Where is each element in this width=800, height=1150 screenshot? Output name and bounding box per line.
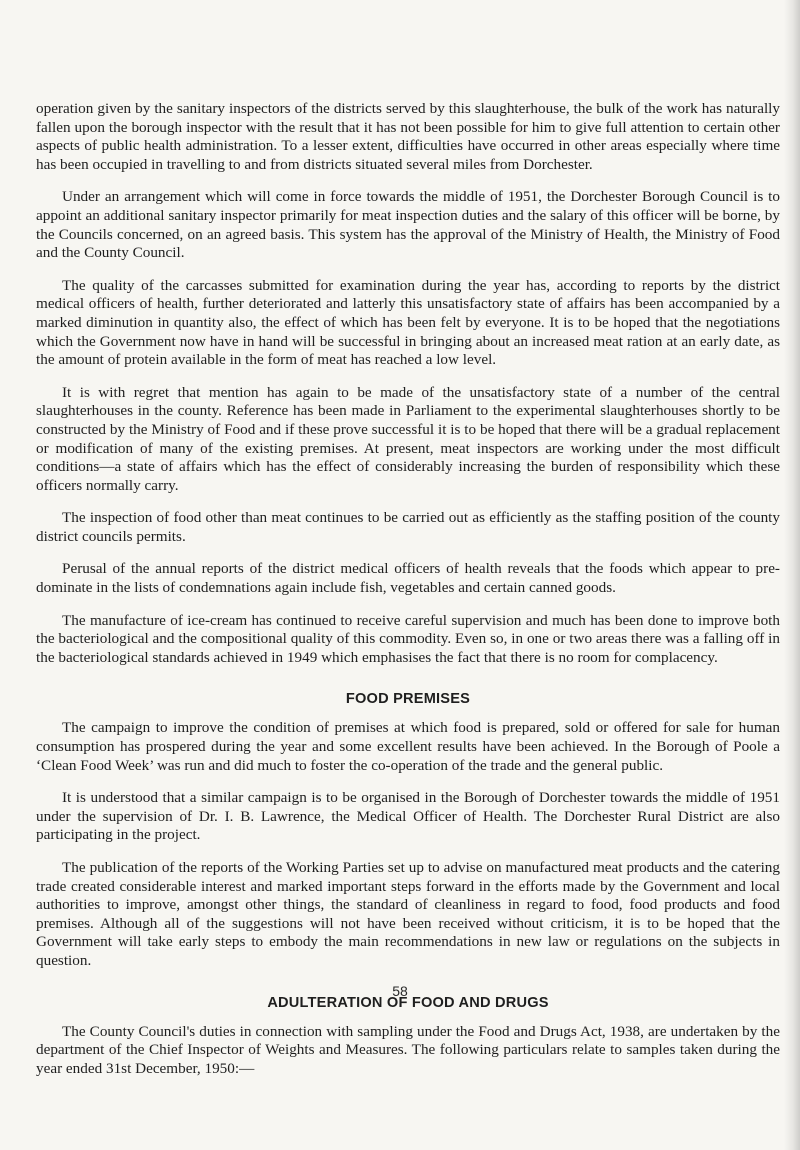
paragraph-slaughterhouse-continuation: operation given by the sanitary inspectors of the districts served by this slaughterhouse, the bulk of the work has naturally fallen upon the borough inspector with the result that it has not been possible for him to give full attention to certain other aspects of public health administration. To a lesser extent, difficulties have occurred in other areas especially where time has been occupied in travelling to and from districts situated several miles from Dorchester. [36, 100, 780, 173]
paragraph-meat-inspector-arrangement: Under an arrangement which will come in force towards the middle of 1951, the Dorchester Borough Council is to appoint an additional sanitary inspector primarily for meat inspection duties and the salary of this officer will be borne, by the Councils concerned, on an agreed basis. This system has the approval of the Ministry of Health, the Ministry of Food and the County Council. [36, 188, 780, 262]
heading-food-premises: FOOD PREMISES [345, 691, 471, 708]
page-body [36, 100, 780, 1092]
paragraph-dorchester-campaign: It is understood that a similar campaign is to be organised in the Borough of Dorchester towards the middle of 1951 under the supervision of Dr. I. B. Lawrence, the Medical Officer of Health. The Dorchester Rural District are also participating in the project. [36, 789, 780, 844]
page-number: 58 [392, 983, 408, 999]
paragraph-working-parties: The publication of the reports of the Working Parties set up to advise on manufactured meat products and the catering trade created considerable interest and marked important steps forward in the efforts made by the Government and local authorities to improve, amongst other things, the standard of cleanliness in regard to food, food products and food premises. Although all of the suggestions will not have been received without criticism, it is to be hoped that the Government will take early steps to embody the main recommendations in new law or regulations on the subjects in question. [36, 859, 780, 969]
page-edge-shadow [784, 0, 800, 1150]
paragraph-condemnations: Perusal of the annual reports of the district medical officers of health reveals that the foods which appear to pre-dominate in the lists of condemnations again include fish, vegetables and certain canned goods. [36, 560, 780, 597]
paragraph-carcass-quality: The quality of the carcasses submitted for examination during the year has, according to reports by the district medical officers of health, further deteriorated and latterly this unsatisfactory state of affairs has been accompanied by a marked diminution in quantity also, the effect of which has been felt by everyone. It is to be hoped that the negotiations which the Government now have in hand will be successful in bringing about an increased meat ration at an early date, as the amount of protein available in the form of meat has reached a low level. [36, 276, 780, 369]
paragraph-food-inspection: The inspection of food other than meat continues to be carried out as efficiently as the staffing position of the county district councils permits. [36, 509, 780, 545]
paragraph-ice-cream: The manufacture of ice-cream has continued to receive careful supervision and much has been done to improve both the bacteriological and the compositional quality of this commodity. Even so, in one or two areas there was a falling off in the bacteriological standards achieved in 1949 which emphasises the fact that there is no room for complacency. [36, 611, 780, 666]
paragraph-food-drugs-act: The County Council's duties in connection with sampling under the Food and Drugs Act, 1938, are undertaken by the department of the Chief Inspector of Weights and Measures. The following particulars relate to samples taken during the year ended 31st December, 1950:— [36, 1022, 780, 1077]
paragraph-clean-food-campaign: The campaign to improve the condition of premises at which food is prepared, sold or offered for sale for human consumption has prospered during the year and some excellent results have been achieved. In the Borough of Poole a ‘Clean Food Week’ was run and did much to foster the co-operation of the trade and the general public. [36, 719, 780, 774]
paragraph-central-slaughterhouses: It is with regret that mention has again to be made of the unsatisfactory state of a number of the central slaughterhouses in the county. Reference has been made in Parliament to the experimental slaughterhouses shortly to be constructed by the Ministry of Food and if these prove successful it is to be hoped that there will be a gradual replacement or modification of many of the existing premises. At present, meat inspectors are working under the most difficult conditions—a state of affairs which has the effect of considerably increasing the burden of responsibility which these officers normally carry. [36, 383, 780, 494]
heading-adulteration: ADULTERATION OF FOOD AND DRUGS [267, 994, 549, 1011]
